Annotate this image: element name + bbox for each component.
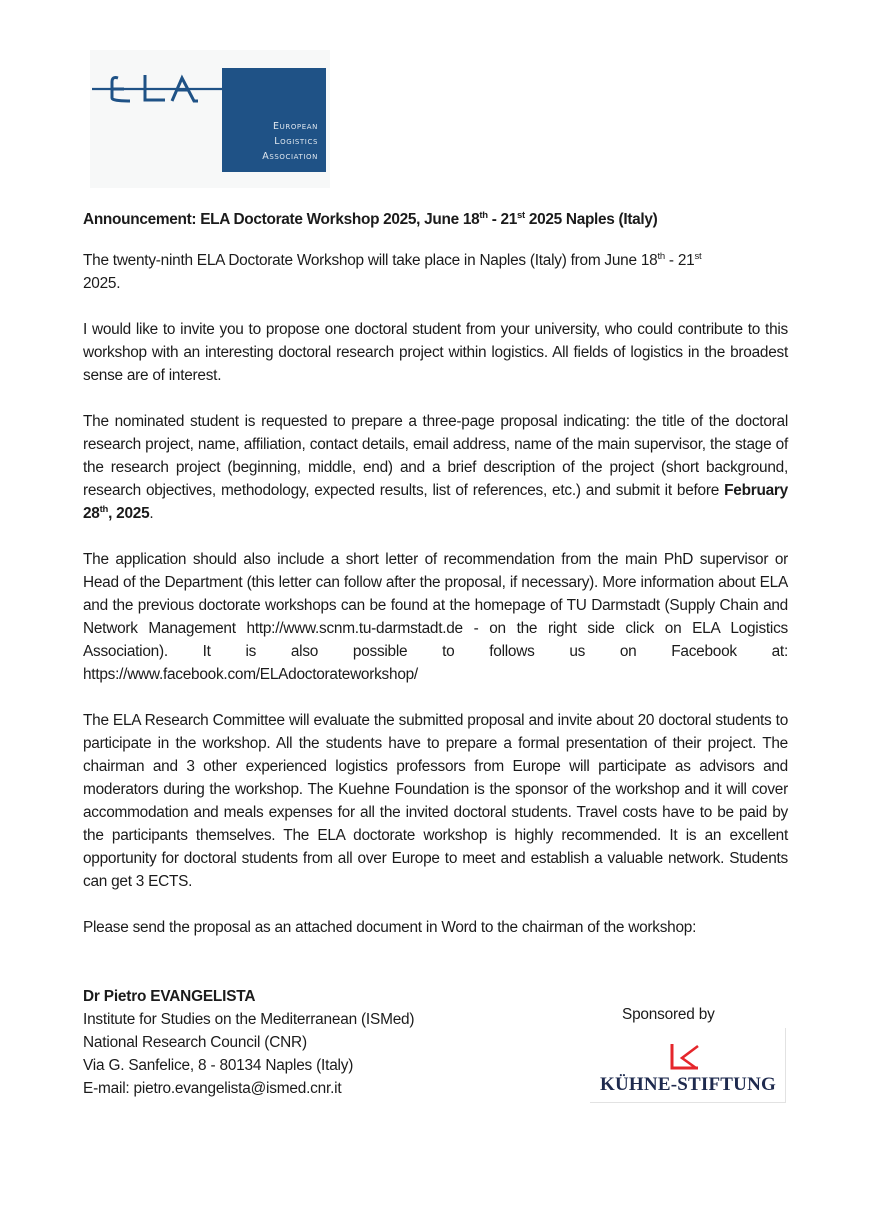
deadline-year: , 2025	[108, 505, 150, 522]
contact-council: National Research Council (CNR)	[83, 1034, 307, 1051]
logo-line-european: European	[273, 121, 318, 132]
contact-address: Via G. Sanfelice, 8 - 80134 Naples (Italy)	[83, 1057, 354, 1074]
ela-logo	[90, 50, 330, 188]
kuehne-lk-icon	[668, 1042, 704, 1072]
ela-logo-box	[222, 68, 326, 172]
contact-block	[83, 985, 414, 1100]
sup: th	[99, 504, 109, 515]
logo-line-association: Association	[262, 151, 318, 162]
contact-name: Dr Pietro EVANGELISTA	[83, 988, 256, 1005]
contact-email[interactable]: E-mail: pietro.evangelista@ismed.cnr.it	[83, 1080, 342, 1097]
text: .	[149, 505, 154, 522]
kuehne-stiftung-logo	[590, 1028, 786, 1103]
sup: st	[694, 251, 702, 262]
paragraph-application-info: The application should also include a short letter of recommendation from the main PhD supervisor or Head of the Department (this letter can follow after the proposal, if necessary). More information about ELA and the previous doctorate workshops can be found at the homepage of TU Darmstadt (Supply Chain and Network Management http://www.scnm.tu-darmstadt.de - on the right side click on ELA Logistics Association). It is also possible to follows us on Facebook at: https://www.facebook.com/ELAdoctorateworkshop/	[83, 551, 788, 683]
kuehne-stiftung-name: KÜHNE-STIFTUNG	[600, 1074, 776, 1095]
text: The nominated student is requested to prepare a three-page proposal indicating: the title of the doctoral research project, name, affiliation, contact details, email address, name of the main supervisor, the stage of the research project (beginning, middle, end) and a brief description of the project (short background, research objectives, methodology, expected results, list of references, etc.) and submit it before	[83, 413, 788, 499]
paragraph-send-instructions: Please send the proposal as an attached document in Word to the chairman of the workshop:	[83, 919, 697, 936]
ela-wordmark-icon	[90, 70, 225, 110]
paragraph-invitation: I would like to invite you to propose one doctoral student from your university, who could contribute to this workshop with an interesting doctoral research project within logistics. All fields of logistics in the broadest sense are of interest.	[83, 321, 788, 384]
contact-institute: Institute for Studies on the Mediterranean (ISMed)	[83, 1011, 415, 1028]
title-text: - 21	[487, 211, 518, 228]
paragraph-proposal-requirements	[83, 410, 788, 525]
title-sup: th	[479, 210, 488, 221]
title-sup: st	[517, 210, 525, 221]
paragraph-committee: The ELA Research Committee will evaluate the submitted proposal and invite about 20 doctoral students to participate in the workshop. All the students have to prepare a formal presentation of their project. The chairman and 3 other experienced logistics professors from Europe will participate as advisors and moderators during the workshop. The Kuehne Foundation is the sponsor of the workshop and it will cover accommodation and meals expenses for all the invited doctoral students. Travel costs have to be paid by the participants themselves. The ELA doctorate workshop is highly recommended. It is an excellent opportunity for doctoral students from all over Europe to meet and establish a valuable network. Students can get 3 ECTS.	[83, 712, 788, 890]
announcement-title	[83, 208, 788, 231]
deadline-date: February 28	[83, 482, 788, 522]
sup: th	[657, 251, 665, 262]
sponsored-by-label: Sponsored by	[622, 1006, 715, 1023]
title-text: Announcement: ELA Doctorate Workshop 2025, June 18	[83, 211, 480, 228]
text: 2025.	[83, 275, 121, 292]
paragraph-intro	[83, 249, 788, 295]
text: - 21	[664, 252, 695, 269]
logo-line-logistics: Logistics	[274, 136, 318, 147]
text: The twenty-ninth ELA Doctorate Workshop will take place in Naples (Italy) from June 18	[83, 252, 658, 269]
title-text: 2025 Naples (Italy)	[524, 211, 658, 228]
document-body	[83, 208, 788, 962]
